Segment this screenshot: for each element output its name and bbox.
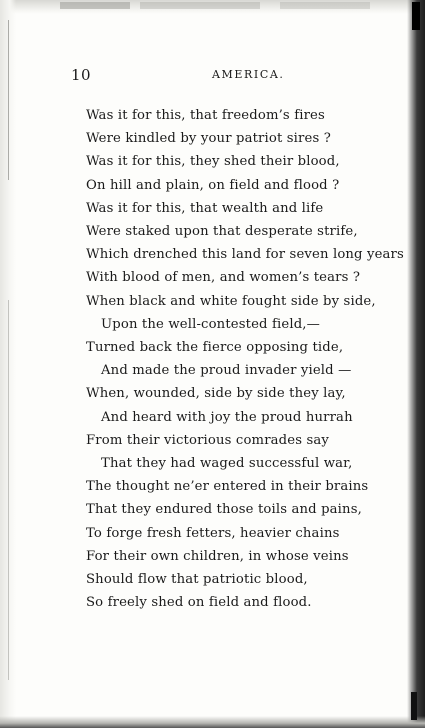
scan-edge-bottom (0, 716, 425, 728)
poem-line: Should flow that patriotic blood, (86, 572, 308, 587)
poem-line: Were staked upon that desperate strife, (86, 224, 358, 239)
poem-line: Upon the well-contested field,— (101, 317, 320, 332)
poem-line: On hill and plain, on field and flood ? (86, 178, 340, 193)
poem-line: When black and white fought side by side, (86, 294, 376, 309)
poem-line: And made the proud invader yield — (101, 363, 352, 378)
poem-line: Which drenched this land for seven long years (86, 247, 404, 262)
poem-line: Was it for this, they shed their blood, (86, 154, 340, 169)
poem-line: That they had waged successful war, (101, 456, 353, 471)
poem-line: Was it for this, that freedom’s fires (86, 108, 325, 123)
poem-line: To forge fresh fetters, heavier chains (86, 526, 340, 541)
poem-line: Were kindled by your patriot sires ? (86, 131, 331, 146)
poem-line: When, wounded, side by side they lay, (86, 386, 346, 401)
poem-line: The thought ne’er entered in their brains (86, 479, 369, 494)
scan-line (8, 20, 9, 180)
running-title: AMERICA. (212, 68, 285, 81)
scan-edge-right (407, 0, 425, 728)
scan-speckle (280, 2, 370, 9)
poem-line: With blood of men, and women’s tears ? (86, 270, 361, 285)
poem-line: For their own children, in whose veins (86, 549, 349, 564)
scan-line (8, 300, 9, 680)
scan-speckle (60, 2, 130, 9)
scan-edge-notch (412, 2, 420, 30)
poem-line: Was it for this, that wealth and life (86, 201, 324, 216)
poem-line: So freely shed on field and flood. (86, 595, 312, 610)
running-head (71, 66, 387, 84)
page-number: 10 (71, 66, 92, 84)
poem-line: From their victorious comrades say (86, 433, 329, 448)
scan-speckle (140, 2, 260, 9)
poem-line: That they endured those toils and pains, (86, 502, 362, 517)
scan-edge-mark (411, 692, 417, 720)
poem-line: And heard with joy the proud hurrah (101, 410, 353, 425)
poem-line: Turned back the fierce opposing tide, (86, 340, 344, 355)
